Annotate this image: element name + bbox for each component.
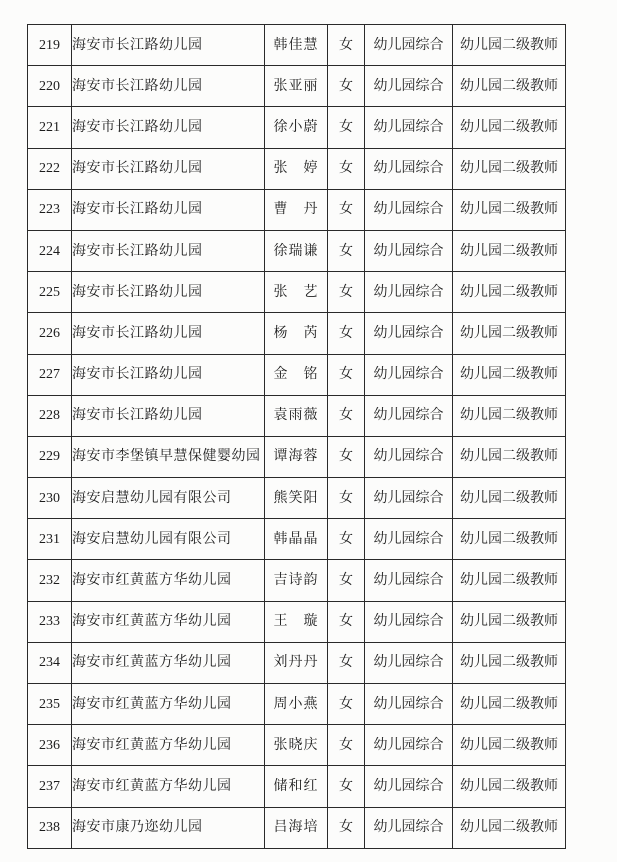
teacher-title-cell: 幼儿园二级教师	[453, 354, 566, 395]
row-number: 220	[28, 66, 72, 107]
table-row	[28, 189, 566, 230]
gender-cell: 女	[328, 642, 365, 683]
subject-cell: 幼儿园综合	[365, 395, 453, 436]
employer-cell: 海安市长江路幼儿园	[72, 354, 265, 395]
gender-cell: 女	[328, 478, 365, 519]
employer-cell: 海安市长江路幼儿园	[72, 272, 265, 313]
table-row	[28, 478, 566, 519]
employer-cell: 海安市长江路幼儿园	[72, 107, 265, 148]
table-row	[28, 519, 566, 560]
gender-cell: 女	[328, 725, 365, 766]
teacher-name-cell: 张亚丽	[265, 66, 328, 107]
teacher-name-cell: 刘丹丹	[265, 642, 328, 683]
row-number: 225	[28, 272, 72, 313]
subject-cell: 幼儿园综合	[365, 642, 453, 683]
subject-cell: 幼儿园综合	[365, 560, 453, 601]
teacher-title-cell: 幼儿园二级教师	[453, 395, 566, 436]
table-body	[28, 25, 566, 849]
gender-cell: 女	[328, 189, 365, 230]
teacher-name-cell: 徐小蔚	[265, 107, 328, 148]
table-row	[28, 107, 566, 148]
row-number: 224	[28, 230, 72, 271]
teacher-title-cell: 幼儿园二级教师	[453, 272, 566, 313]
gender-cell: 女	[328, 560, 365, 601]
teacher-title-cell: 幼儿园二级教师	[453, 560, 566, 601]
teacher-name-cell: 吉诗韵	[265, 560, 328, 601]
employer-cell: 海安市康乃迩幼儿园	[72, 807, 265, 848]
teacher-name-cell: 袁雨薇	[265, 395, 328, 436]
gender-cell: 女	[328, 107, 365, 148]
teacher-title-cell: 幼儿园二级教师	[453, 766, 566, 807]
employer-cell: 海安市长江路幼儿园	[72, 25, 265, 66]
subject-cell: 幼儿园综合	[365, 272, 453, 313]
table-row	[28, 272, 566, 313]
teacher-name-cell: 谭海蓉	[265, 436, 328, 477]
subject-cell: 幼儿园综合	[365, 25, 453, 66]
employer-cell: 海安市红黄蓝方华幼儿园	[72, 601, 265, 642]
gender-cell: 女	[328, 148, 365, 189]
teacher-title-cell: 幼儿园二级教师	[453, 642, 566, 683]
row-number: 237	[28, 766, 72, 807]
employer-cell: 海安启慧幼儿园有限公司	[72, 478, 265, 519]
teacher-title-cell: 幼儿园二级教师	[453, 107, 566, 148]
subject-cell: 幼儿园综合	[365, 230, 453, 271]
table-row	[28, 642, 566, 683]
teacher-title-cell: 幼儿园二级教师	[453, 189, 566, 230]
gender-cell: 女	[328, 436, 365, 477]
table-row	[28, 807, 566, 848]
row-number: 232	[28, 560, 72, 601]
row-number: 227	[28, 354, 72, 395]
row-number: 222	[28, 148, 72, 189]
row-number: 229	[28, 436, 72, 477]
employer-cell: 海安市红黄蓝方华幼儿园	[72, 725, 265, 766]
employer-cell: 海安市李堡镇早慧保健婴幼园	[72, 436, 265, 477]
teacher-title-cell: 幼儿园二级教师	[453, 519, 566, 560]
gender-cell: 女	[328, 66, 365, 107]
employer-cell: 海安市红黄蓝方华幼儿园	[72, 684, 265, 725]
row-number: 223	[28, 189, 72, 230]
teacher-name-cell: 储和红	[265, 766, 328, 807]
gender-cell: 女	[328, 354, 365, 395]
teacher-title-cell: 幼儿园二级教师	[453, 807, 566, 848]
subject-cell: 幼儿园综合	[365, 519, 453, 560]
subject-cell: 幼儿园综合	[365, 107, 453, 148]
teacher-title-cell: 幼儿园二级教师	[453, 230, 566, 271]
row-number: 230	[28, 478, 72, 519]
row-number: 234	[28, 642, 72, 683]
teacher-name-cell: 杨 芮	[265, 313, 328, 354]
row-number: 233	[28, 601, 72, 642]
teacher-title-cell: 幼儿园二级教师	[453, 148, 566, 189]
gender-cell: 女	[328, 395, 365, 436]
subject-cell: 幼儿园综合	[365, 766, 453, 807]
table-row	[28, 148, 566, 189]
teacher-title-cell: 幼儿园二级教师	[453, 725, 566, 766]
gender-cell: 女	[328, 272, 365, 313]
table-row	[28, 230, 566, 271]
table-row	[28, 354, 566, 395]
teacher-title-cell: 幼儿园二级教师	[453, 684, 566, 725]
gender-cell: 女	[328, 684, 365, 725]
teacher-name-cell: 张 婷	[265, 148, 328, 189]
subject-cell: 幼儿园综合	[365, 807, 453, 848]
teacher-list-table	[27, 24, 566, 849]
table-row	[28, 560, 566, 601]
employer-cell: 海安市长江路幼儿园	[72, 148, 265, 189]
employer-cell: 海安市长江路幼儿园	[72, 230, 265, 271]
subject-cell: 幼儿园综合	[365, 436, 453, 477]
teacher-name-cell: 张 艺	[265, 272, 328, 313]
row-number: 238	[28, 807, 72, 848]
teacher-name-cell: 曹 丹	[265, 189, 328, 230]
teacher-name-cell: 王 璇	[265, 601, 328, 642]
teacher-title-cell: 幼儿园二级教师	[453, 313, 566, 354]
row-number: 228	[28, 395, 72, 436]
teacher-name-cell: 熊笑阳	[265, 478, 328, 519]
gender-cell: 女	[328, 313, 365, 354]
teacher-title-cell: 幼儿园二级教师	[453, 436, 566, 477]
teacher-title-cell: 幼儿园二级教师	[453, 25, 566, 66]
employer-cell: 海安启慧幼儿园有限公司	[72, 519, 265, 560]
gender-cell: 女	[328, 601, 365, 642]
table-row	[28, 684, 566, 725]
teacher-title-cell: 幼儿园二级教师	[453, 478, 566, 519]
gender-cell: 女	[328, 807, 365, 848]
table-row	[28, 436, 566, 477]
employer-cell: 海安市长江路幼儿园	[72, 189, 265, 230]
employer-cell: 海安市长江路幼儿园	[72, 395, 265, 436]
gender-cell: 女	[328, 766, 365, 807]
table-row	[28, 766, 566, 807]
gender-cell: 女	[328, 519, 365, 560]
subject-cell: 幼儿园综合	[365, 189, 453, 230]
row-number: 219	[28, 25, 72, 66]
teacher-name-cell: 韩佳慧	[265, 25, 328, 66]
subject-cell: 幼儿园综合	[365, 354, 453, 395]
employer-cell: 海安市红黄蓝方华幼儿园	[72, 642, 265, 683]
table-row	[28, 395, 566, 436]
subject-cell: 幼儿园综合	[365, 725, 453, 766]
employer-cell: 海安市长江路幼儿园	[72, 313, 265, 354]
table-row	[28, 313, 566, 354]
gender-cell: 女	[328, 230, 365, 271]
employer-cell: 海安市长江路幼儿园	[72, 66, 265, 107]
row-number: 231	[28, 519, 72, 560]
subject-cell: 幼儿园综合	[365, 601, 453, 642]
teacher-name-cell: 周小燕	[265, 684, 328, 725]
teacher-name-cell: 韩晶晶	[265, 519, 328, 560]
table-row	[28, 725, 566, 766]
subject-cell: 幼儿园综合	[365, 684, 453, 725]
row-number: 226	[28, 313, 72, 354]
teacher-title-cell: 幼儿园二级教师	[453, 601, 566, 642]
table-row	[28, 601, 566, 642]
row-number: 235	[28, 684, 72, 725]
subject-cell: 幼儿园综合	[365, 478, 453, 519]
subject-cell: 幼儿园综合	[365, 313, 453, 354]
gender-cell: 女	[328, 25, 365, 66]
employer-cell: 海安市红黄蓝方华幼儿园	[72, 560, 265, 601]
teacher-name-cell: 吕海培	[265, 807, 328, 848]
row-number: 221	[28, 107, 72, 148]
teacher-name-cell: 金 铭	[265, 354, 328, 395]
teacher-name-cell: 徐瑞谦	[265, 230, 328, 271]
row-number: 236	[28, 725, 72, 766]
table-row	[28, 66, 566, 107]
subject-cell: 幼儿园综合	[365, 148, 453, 189]
subject-cell: 幼儿园综合	[365, 66, 453, 107]
teacher-title-cell: 幼儿园二级教师	[453, 66, 566, 107]
employer-cell: 海安市红黄蓝方华幼儿园	[72, 766, 265, 807]
table-row	[28, 25, 566, 66]
teacher-name-cell: 张晓庆	[265, 725, 328, 766]
